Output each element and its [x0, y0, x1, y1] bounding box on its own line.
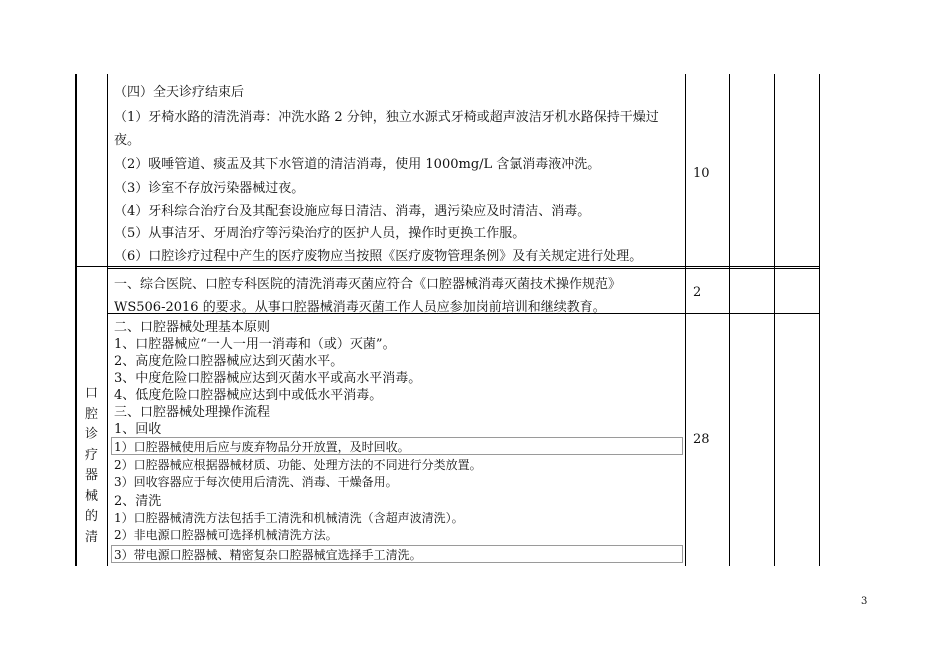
section4-item-continuation: 夜。: [114, 133, 141, 148]
category-char: 械: [84, 488, 98, 504]
section4-item: （1）牙椅水路的清洗消毒：冲洗水路 2 分钟，独立水源式牙椅或超声波洁牙机水路保持干燥过: [114, 110, 659, 125]
row3-item: 2）非电源口腔器械可选择机械清洗方法。: [114, 528, 338, 542]
row3-score: 28: [693, 432, 710, 447]
table-row-divider: [107, 268, 820, 269]
row3-item: 3）回收容器应于每次使用后清洗、消毒、干燥备用。: [114, 475, 398, 489]
category-char: 器: [84, 468, 98, 483]
row3-item: 3、中度危险口腔器械应达到灭菌水平或高水平消毒。: [114, 371, 422, 386]
row3-subheading: 2、清洗: [114, 494, 162, 509]
category-label: [77, 384, 106, 548]
row3-item: 2、高度危险口腔器械应达到灭菌水平。: [114, 354, 344, 369]
row3-item: 1、口腔器械应“一人一用一消毒和（或）灭菌”。: [114, 337, 396, 352]
row2-line: WS506-2016 的要求。从事口腔器械消毒灭菌工作人员应参加岗前培训和继续教育。: [114, 300, 606, 315]
section4-item: （4）牙科综合治疗台及其配套设施应每日清洁、消毒，遇污染应及时清洁、消毒。: [114, 204, 591, 219]
row3-item: 2）口腔器械应根据器械材质、功能、处理方法的不同进行分类放置。: [114, 458, 482, 472]
row2-line: 一、综合医院、口腔专科医院的清洗消毒灭菌应符合《口腔器械消毒灭菌技术操作规范》: [114, 277, 622, 292]
row3-heading: 三、口腔器械处理操作流程: [114, 405, 271, 420]
row3-heading: 二、口腔器械处理基本原则: [114, 320, 271, 335]
row3-item: 1）口腔器械清洗方法包括手工清洗和机械清洗（含超声波清洗）。: [114, 511, 464, 525]
row3-subheading: 1、回收: [114, 422, 162, 437]
section4-item: （2）吸唾管道、痰盂及其下水管道的清洁消毒，使用 1000mg/L 含氯消毒液冲洗。: [114, 157, 601, 172]
row3-item: 3）带电源口腔器械、精密复杂口腔器械宜选择手工清洗。: [114, 548, 422, 562]
category-char: 口: [84, 386, 98, 401]
row3-item: 1）口腔器械使用后应与废弃物品分开放置，及时回收。: [114, 440, 410, 454]
table-column-divider: [107, 74, 108, 566]
page-number: 3: [861, 596, 868, 607]
table-row-divider: [75, 266, 820, 267]
category-char: 的: [84, 509, 98, 524]
section4-heading: （四）全天诊疗结束后: [114, 85, 245, 100]
section4-item: （6）口腔诊疗过程中产生的医疗废物应当按照《医疗废物管理条例》及有关规定进行处理。: [114, 249, 643, 264]
table-column-divider: [774, 74, 775, 566]
section4-score: 10: [693, 166, 710, 181]
row2-score: 2: [693, 285, 702, 300]
table-right-border: [819, 74, 820, 566]
section4-item: （5）从事洁牙、牙周治疗等污染治疗的医护人员，操作时更换工作服。: [114, 226, 526, 241]
category-char: 腔: [84, 406, 98, 422]
table-column-divider: [685, 74, 686, 566]
category-char: 疗: [84, 447, 98, 463]
category-char: 清: [84, 529, 98, 545]
section4-item: （3）诊室不存放污染器械过夜。: [114, 181, 305, 196]
row3-item: 4、低度危险口腔器械应达到中或低水平消毒。: [114, 388, 383, 403]
table-column-divider: [729, 74, 730, 566]
category-char: 诊: [84, 427, 98, 442]
